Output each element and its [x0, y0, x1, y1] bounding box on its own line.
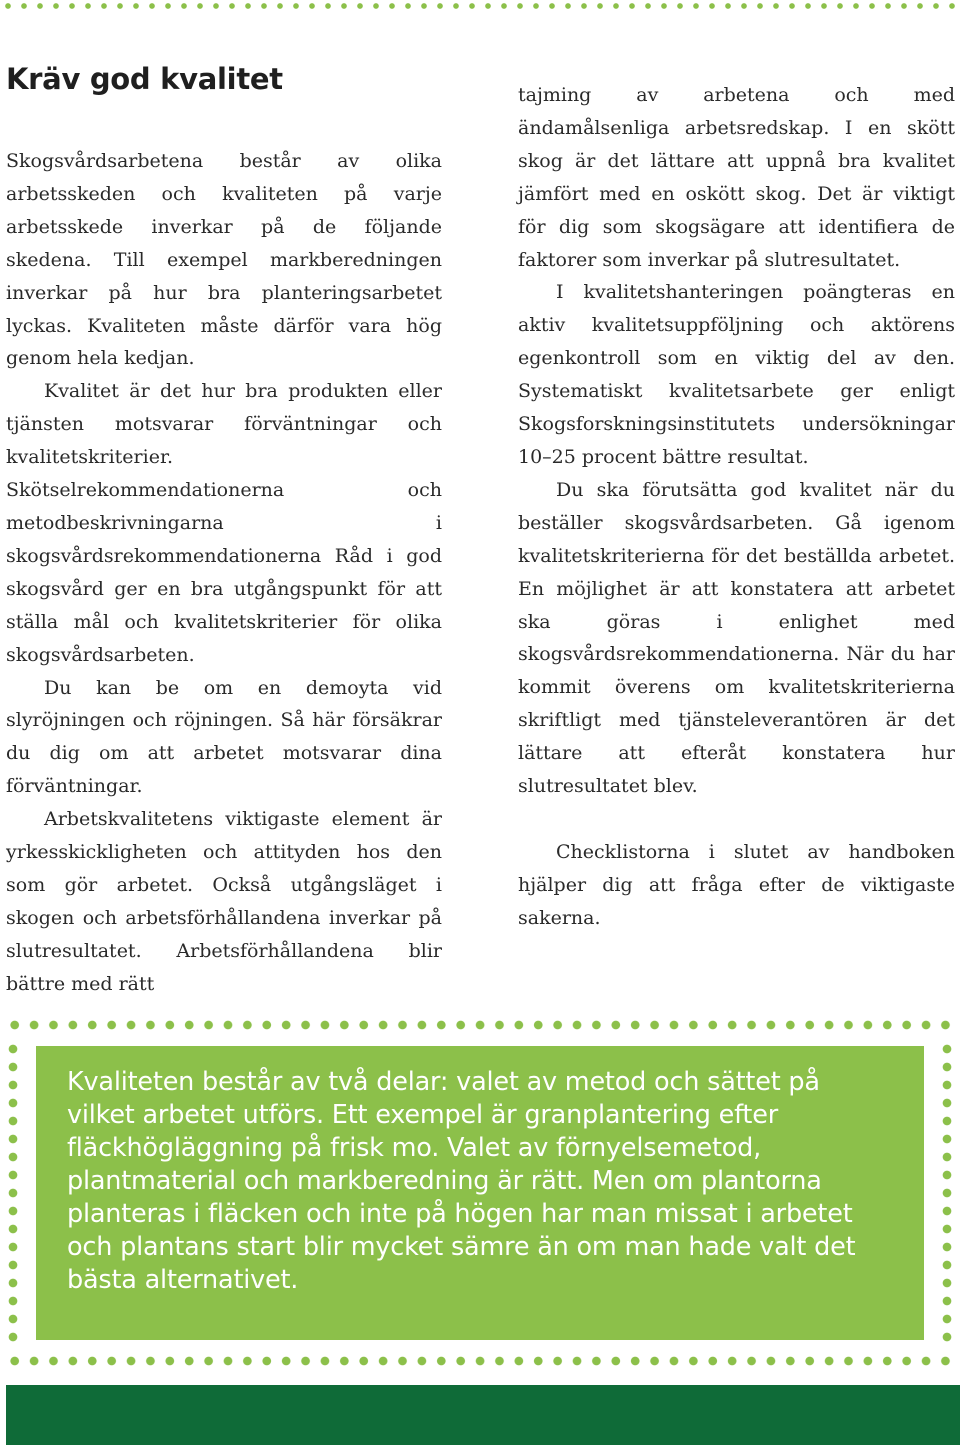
dot-column-left — [6, 1040, 20, 1346]
paragraph: I kvalitetshanteringen poängteras en aktiv kvalitetsuppföljning och aktörens egenkontroll som en viktig del av den. Systematiskt kvalitetsarbete ger enligt Skogsforskningsinstitutets undersökningar 10–25 procent bättre resultat. — [518, 281, 955, 468]
paragraph: Kvalitet är det hur bra produkten eller tjänsten motsvarar förväntningar och kvalitetskriterier. Skötselrekommendationerna och metodbeskrivningarna i skogsvårdsrekommendationerna Råd i god skogsvård ger en bra utgångspunkt för att ställa mål och kvalitetskriterier för olika skogsvårdsarbeten. — [6, 380, 442, 666]
left-column — [6, 145, 442, 1001]
paragraph: tajming av arbetena och med ändamålsenliga arbetsredskap. I en skött skog är det lättare att uppnå bra kvalitet jämfört med en oskött skog. Det är viktigt för dig som skogsägare att identifiera de faktorer som inverkar på slutresultatet. — [518, 84, 955, 271]
paragraph: Skogsvårdsarbetena består av olika arbetsskeden och kvaliteten på varje arbetsskede inverkar på de följande skedena. Till exempel markberedningen inverkar på hur bra planteringsarbetet lyckas. Kvaliteten måste därför vara hög genom hela kedjan. — [6, 150, 442, 370]
callout-text: Kvaliteten består av två delar: valet av metod och sättet på vilket arbetet utförs. Ett exempel är granplantering efter fläckhögläggning på frisk mo. Valet av förnyelsemetod, plantmaterial och markberedning är rätt. Men om plantorna planteras i fläcken och inte på högen har man missat i arbetet och plantans start blir mycket sämre än om man hade valt det bästa alternativet. — [67, 1067, 856, 1295]
paragraph: Checklistorna i slutet av handboken hjälper dig att fråga efter de viktigaste sakerna. — [518, 840, 955, 929]
dot-column-right — [940, 1040, 954, 1346]
top-dot-border — [0, 2, 960, 10]
right-column — [518, 79, 955, 935]
paragraph: Du kan be om en demoyta vid slyröjningen och röjningen. Så här försäkrar du dig om att arbetet motsvarar dina förväntningar. — [6, 676, 442, 798]
paragraph: Arbetskvalitetens viktigaste element är yrkesskickligheten och attityden hos den som gör arbetet. Också utgångsläget i skogen och arbetsförhållandena inverkar på slutresultatet. Arbetsförhållandena blir bättre med rätt — [6, 808, 442, 995]
footer-bar — [6, 1385, 960, 1445]
page-title: Kräv god kvalitet — [6, 62, 283, 96]
dot-row-top — [5, 1018, 955, 1032]
callout-box — [36, 1046, 924, 1340]
paragraph: Du ska förutsätta god kvalitet när du beställer skogsvårdsarbeten. Gå igenom kvalitetskriterierna för det beställda arbetet. En möjlighet är att konstatera att arbetet ska göras i enlighet med skogsvårdsrekommendationerna. När du har kommit överens om kvalitetskriterierna skriftligt med tjänsteleverantören är det lättare att efteråt konstatera hur slutresultatet blev. — [518, 478, 955, 798]
dot-row-bottom — [5, 1354, 955, 1368]
